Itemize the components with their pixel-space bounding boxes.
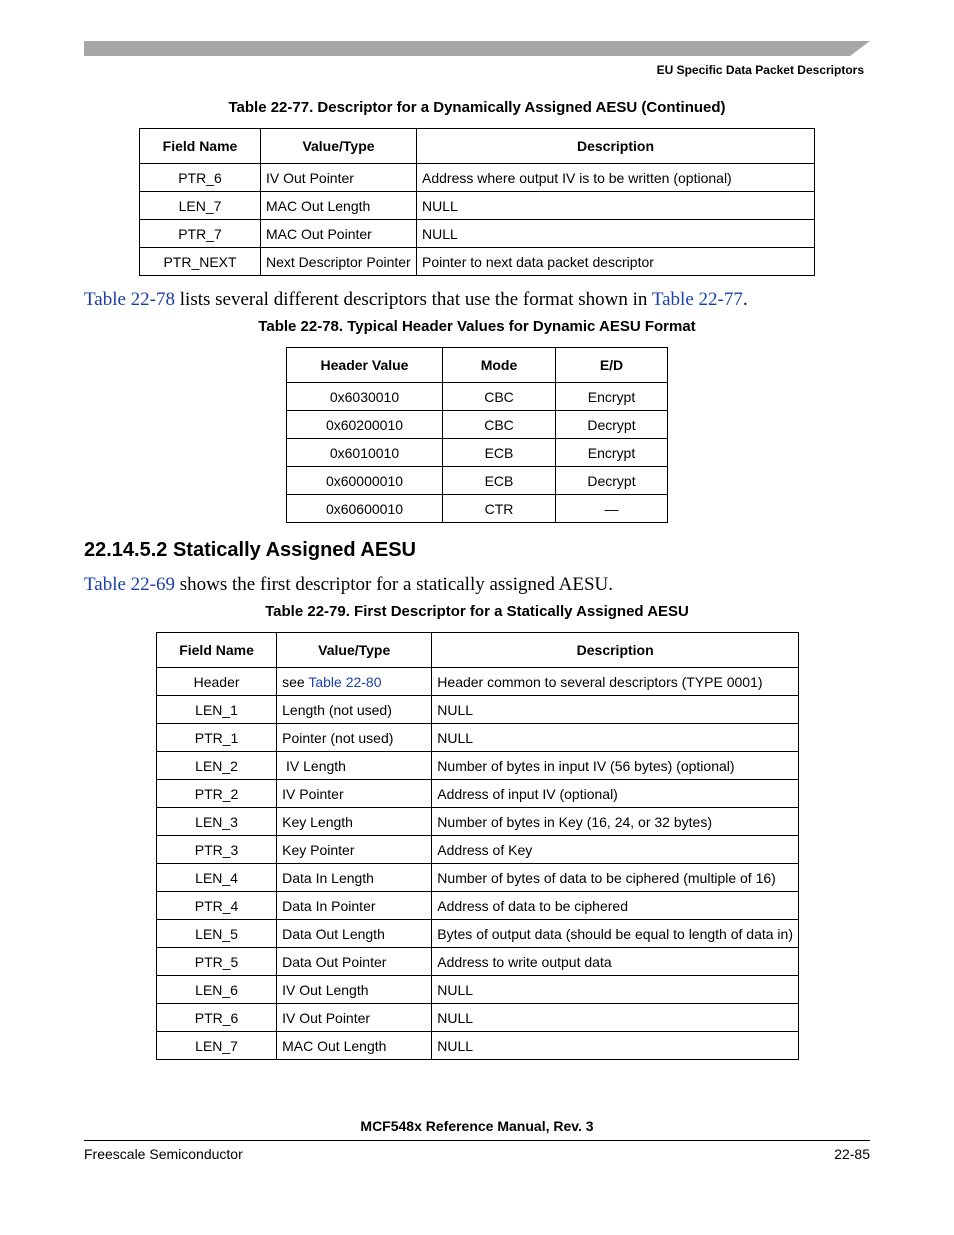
description-cell: Bytes of output data (should be equal to length of data in)	[432, 920, 799, 948]
field-name-cell: PTR_4	[157, 892, 277, 920]
table-row	[157, 668, 799, 696]
description-cell: Pointer to next data packet descriptor	[417, 248, 815, 276]
value-type-cell: MAC Out Length	[261, 192, 417, 220]
table-row	[157, 752, 799, 780]
value-type-cell: IV Out Length	[277, 976, 432, 1004]
field-name-cell: LEN_7	[157, 1032, 277, 1060]
mode-cell: ECB	[443, 467, 556, 495]
field-name-cell: LEN_2	[157, 752, 277, 780]
value-type-cell: IV Length	[277, 752, 432, 780]
table-row	[157, 780, 799, 808]
field-name-cell: LEN_6	[157, 976, 277, 1004]
value-type-cell: IV Out Pointer	[277, 1004, 432, 1032]
header-value-cell: 0x60200010	[287, 411, 443, 439]
description-cell: NULL	[432, 976, 799, 1004]
table-row	[140, 192, 815, 220]
table-row	[157, 948, 799, 976]
ed-cell: Decrypt	[556, 411, 668, 439]
description-cell: NULL	[432, 1032, 799, 1060]
mode-cell: CBC	[443, 383, 556, 411]
field-name-cell: PTR_5	[157, 948, 277, 976]
description-cell: NULL	[432, 696, 799, 724]
footer-divider	[84, 1140, 870, 1141]
description-cell: Address of Key	[432, 836, 799, 864]
value-type-cell: Data In Length	[277, 864, 432, 892]
field-name-cell: PTR_NEXT	[140, 248, 261, 276]
field-name-cell: LEN_7	[140, 192, 261, 220]
table-78-caption: Table 22-78. Typical Header Values for Dynamic AESU Format	[258, 318, 696, 335]
paragraph-end: .	[742, 289, 748, 310]
table-77-caption: Table 22-77. Descriptor for a Dynamically Assigned AESU (Continued)	[228, 99, 726, 116]
header-bar	[84, 41, 870, 56]
column-header: Value/Type	[261, 129, 417, 164]
description-cell: Number of bytes in input IV (56 bytes) (optional)	[432, 752, 799, 780]
value-type-cell: MAC Out Length	[277, 1032, 432, 1060]
table-80-link[interactable]: Table 22-80	[308, 673, 382, 690]
description-cell: NULL	[417, 192, 815, 220]
field-name-cell: LEN_1	[157, 696, 277, 724]
column-header: Field Name	[157, 633, 277, 668]
table-row	[140, 164, 815, 192]
value-type-cell: Next Descriptor Pointer	[261, 248, 417, 276]
table-77	[139, 128, 815, 276]
column-header: Header Value	[287, 348, 443, 383]
field-name-cell: PTR_6	[157, 1004, 277, 1032]
field-name-cell: LEN_4	[157, 864, 277, 892]
mode-cell: CTR	[443, 495, 556, 523]
table-row	[157, 920, 799, 948]
table-row	[157, 836, 799, 864]
mode-cell: CBC	[443, 411, 556, 439]
ed-cell: —	[556, 495, 668, 523]
table-row	[157, 696, 799, 724]
footer-company: Freescale Semiconductor	[84, 1146, 243, 1162]
description-cell: Address to write output data	[432, 948, 799, 976]
section-heading: 22.14.5.2 Statically Assigned AESU	[84, 539, 417, 561]
paragraph-text: lists several different descriptors that use the format shown in	[175, 289, 652, 310]
table-row	[157, 864, 799, 892]
table-row	[157, 808, 799, 836]
ed-cell: Encrypt	[556, 439, 668, 467]
value-type-cell: Data Out Length	[277, 920, 432, 948]
paragraph-table-69-intro	[84, 574, 613, 596]
header-value-cell: 0x6010010	[287, 439, 443, 467]
value-type-cell: Key Length	[277, 808, 432, 836]
table-row	[157, 724, 799, 752]
value-type-cell: Data Out Pointer	[277, 948, 432, 976]
column-header: E/D	[556, 348, 668, 383]
value-type-cell: Pointer (not used)	[277, 724, 432, 752]
ed-cell: Decrypt	[556, 467, 668, 495]
footer-page-number: 22-85	[834, 1146, 870, 1162]
description-cell: NULL	[432, 724, 799, 752]
description-cell: NULL	[432, 1004, 799, 1032]
header-value-cell: 0x60000010	[287, 467, 443, 495]
column-header: Mode	[443, 348, 556, 383]
column-header: Field Name	[140, 129, 261, 164]
field-name-cell: PTR_7	[140, 220, 261, 248]
value-type-cell: Key Pointer	[277, 836, 432, 864]
table-row	[287, 411, 668, 439]
value-prefix: see	[282, 673, 309, 690]
value-type-cell: Length (not used)	[277, 696, 432, 724]
table-row	[157, 1004, 799, 1032]
table-row	[287, 495, 668, 523]
value-type-cell: IV Pointer	[277, 780, 432, 808]
field-name-cell: PTR_6	[140, 164, 261, 192]
footer-manual-title: MCF548x Reference Manual, Rev. 3	[360, 1118, 594, 1134]
table-row	[287, 439, 668, 467]
table-row	[287, 467, 668, 495]
value-type-cell: MAC Out Pointer	[261, 220, 417, 248]
column-header: Value/Type	[277, 633, 432, 668]
table-row	[140, 248, 815, 276]
description-cell: Header common to several descriptors (TYPE 0001)	[432, 668, 799, 696]
paragraph-text: shows the first descriptor for a statically assigned AESU.	[175, 574, 613, 595]
table-79	[156, 632, 799, 1060]
field-name-cell: LEN_5	[157, 920, 277, 948]
column-header: Description	[432, 633, 799, 668]
description-cell: Number of bytes in Key (16, 24, or 32 bytes)	[432, 808, 799, 836]
column-header: Description	[417, 129, 815, 164]
table-row	[140, 220, 815, 248]
description-cell: NULL	[417, 220, 815, 248]
table-row	[287, 383, 668, 411]
value-type-cell: IV Out Pointer	[261, 164, 417, 192]
description-cell: Number of bytes of data to be ciphered (multiple of 16)	[432, 864, 799, 892]
description-cell: Address of input IV (optional)	[432, 780, 799, 808]
table-78-link[interactable]: Table 22-78	[84, 289, 176, 310]
table-77-link[interactable]: Table 22-77	[651, 289, 743, 310]
mode-cell: ECB	[443, 439, 556, 467]
table-78	[286, 347, 668, 523]
field-name-cell: LEN_3	[157, 808, 277, 836]
table-69-link[interactable]: Table 22-69	[84, 574, 176, 595]
table-row	[157, 976, 799, 1004]
ed-cell: Encrypt	[556, 383, 668, 411]
value-type-cell: Data In Pointer	[277, 892, 432, 920]
field-name-cell: PTR_1	[157, 724, 277, 752]
field-name-cell: PTR_3	[157, 836, 277, 864]
paragraph-table-78-intro	[84, 289, 748, 311]
description-cell: Address of data to be ciphered	[432, 892, 799, 920]
description-cell: Address where output IV is to be written (optional)	[417, 164, 815, 192]
field-name-cell: Header	[157, 668, 277, 696]
table-row	[157, 1032, 799, 1060]
field-name-cell: PTR_2	[157, 780, 277, 808]
table-row	[157, 892, 799, 920]
header-value-cell: 0x60600010	[287, 495, 443, 523]
table-79-caption: Table 22-79. First Descriptor for a Statically Assigned AESU	[265, 603, 689, 620]
value-type-cell	[277, 668, 432, 696]
running-header: EU Specific Data Packet Descriptors	[656, 63, 864, 77]
header-value-cell: 0x6030010	[287, 383, 443, 411]
